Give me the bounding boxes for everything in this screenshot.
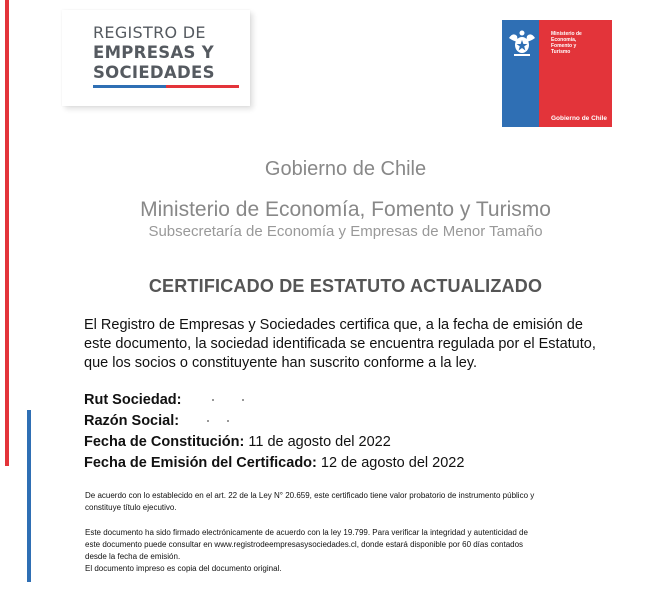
registro-empresas-logo — [62, 10, 250, 106]
logo-line-3: SOCIEDADES — [93, 63, 215, 82]
constitucion-field — [84, 434, 391, 450]
razon-social-label: Razón Social: — [84, 413, 180, 429]
intro-line: este documento, la sociedad identificada se encuentra regulada por el Estatuto, — [84, 336, 596, 352]
logo-line-1: REGISTRO DE — [93, 23, 206, 42]
rut-field — [84, 392, 244, 408]
logo-ministry-line: Turismo — [551, 49, 571, 55]
logo-ministry-line: Fomento y — [551, 43, 577, 49]
redacted-mark — [227, 420, 229, 422]
redacted-mark — [207, 420, 209, 422]
redacted-mark — [212, 399, 214, 401]
legal-line: El documento impreso es copia del documento original. — [85, 564, 282, 573]
emision-value: 12 de agosto del 2022 — [320, 455, 465, 471]
logo-ministry-text — [551, 31, 609, 55]
logo-ministry-line: Economía, — [551, 37, 577, 43]
ministry-heading: Ministerio de Economía, Fomento y Turismo — [140, 198, 551, 221]
coat-of-arms-icon — [506, 26, 538, 60]
legal-line: constituye título ejecutivo. — [85, 503, 177, 512]
emision-field — [84, 455, 464, 471]
razon-social-field — [84, 413, 229, 429]
subsecretariat-heading: Subsecretaría de Economía y Empresas de Menor Tamaño — [148, 223, 543, 240]
legal-line: Este documento ha sido firmado electrónicamente de acuerdo con la ley 19.799. Para verificar la integridad y autenticidad de — [85, 528, 528, 537]
logo-line-2: EMPRESAS Y — [93, 43, 214, 62]
emision-label: Fecha de Emisión del Certificado: — [84, 455, 317, 471]
legal-line: desde la fecha de emisión. — [85, 552, 181, 561]
rut-label: Rut Sociedad: — [84, 392, 182, 408]
intro-line: El Registro de Empresas y Sociedades certifica que, a la fecha de emisión de — [84, 317, 583, 333]
intro-line: que los socios o constituyente han suscrito conforme a la ley. — [84, 355, 478, 371]
logo-ministry-line: Ministerio de — [551, 31, 582, 37]
logo-gobierno-name: Gobierno de Chile — [551, 115, 607, 122]
certificate-intro — [84, 316, 624, 373]
blue-margin-bar — [27, 410, 31, 582]
certificate-title: CERTIFICADO DE ESTATUTO ACTUALIZADO — [148, 276, 543, 296]
constitucion-label: Fecha de Constitución: — [84, 434, 245, 450]
constitucion-value: 11 de agosto del 2022 — [248, 434, 391, 450]
redacted-mark — [242, 399, 244, 401]
red-margin-bar — [5, 0, 9, 466]
government-heading: Gobierno de Chile — [264, 158, 427, 180]
gobierno-de-chile-logo — [502, 20, 612, 127]
logo-stripe — [93, 85, 239, 88]
legal-line: este documento puede consultar en www.registrodeempresasysociedades.cl, donde estará disponible por 60 días contados — [85, 540, 524, 549]
legal-line: De acuerdo con lo establecido en el art. 22 de la Ley N° 20.659, este certificado tiene valor probatorio de instrumento público y — [85, 491, 535, 500]
legal-notice-paragraph-1 — [85, 490, 625, 514]
legal-notice-paragraph-2 — [85, 527, 625, 575]
